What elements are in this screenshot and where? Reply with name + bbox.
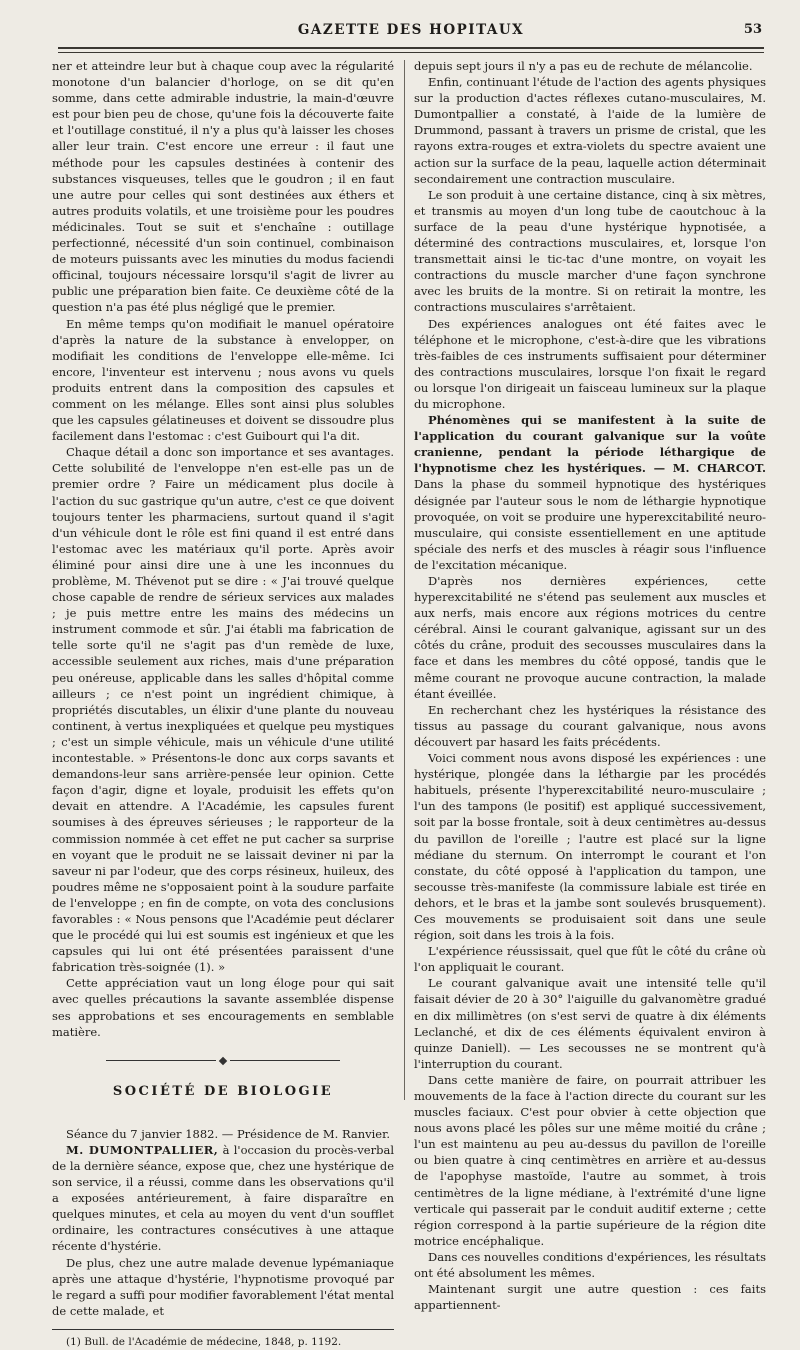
left-paragraph-1: ner et atteindre leur but à chaque coup avec la régularité monotone d'un balancier d'horloge, on se dit qu'en somme, dans cette admirable industrie, la main-d'œuvre est pour bien peu de chose, qu'une fois la découverte faite et l'outillage constitué, il n'y a plus qu'à laisser les choses aller leur train. C'est encore une erreur : il faut une méthode pour les capsules destinées à contenir des substances visqueuses, telles que le goudron ; il en faut une autre pour celles qui sont destinées aux éthers et autres produits volatils, et une troisième pour les poudres médicinales. Tout se suit et s'enchaîne : outillage perfectionné, nécessité d'un soin continuel, combinaison de moteurs puissants avec les minuties du modus faciendi officinal, toujours nécessaire lorsqu'il s'agit de livrer au public une préparation bien faite. Ce deuxième côté de la question n'a pas été plus négligé que le premier. xyxy=(52,59,394,315)
column-divider xyxy=(404,60,405,1100)
speaker-name: M. DUMONTPALLIER, xyxy=(66,1142,219,1157)
right-paragraph-7: En recherchant chez les hystériques la résistance des tissus au passage du courant galvanique, nous avons découvert par hasard les faits précédents. xyxy=(414,702,766,749)
right-paragraph-13: Maintenant surgit une autre question : ces faits appartiennent- xyxy=(414,1282,766,1313)
page-number: 53 xyxy=(743,22,762,37)
left-paragraph-3: Chaque détail a donc son importance et ses avantages. Cette solubilité de l'enveloppe n'en est-elle pas un de premier ordre ? Faire un médicament plus docile à l'action du suc gastrique qu'un autre, c'est ce que doivent toujours tenter les pharmaciens, surtout quand il s'agit d'un véhicule dont le rôle est fini quand il est entré dans l'estomac avec les matériaux qu'il porte. Après avoir éliminé pour ainsi dire une à une les inconnues du problème, M. Thévenot put se dire : « J'ai trouvé quelque chose capable de rendre de sérieux services aux malades ; je puis mettre entre les mains des médecins un instrument commode et sûr. J'ai établi ma fabrication de telle sorte qu'il ne s'agit pas d'un remède de luxe, accessible seulement aux riches, mais d'une préparation peu onéreuse, applicable dans les salles d'hôpital comme ailleurs ; ce n'est point un ingrédient chimique, à propriétés discutables, un élixir d'une plante du nouveau continent, à vertus inexpliquées et quelque peu mystiques ; c'est un simple véhicule, mais un véhicule d'une utilité incontestable. » Présentons-le donc aux corps savants et demandons-leur sans arrière-pensée leur opinion. Cette façon d'agir, digne et loyale, produisit les effets qu'on devait en attendre. A l'Académie, les capsules furent soumises à des épreuves sérieuses ; le rapporteur de la commission nommée à cet effet ne put cacher sa surprise en voyant que le produit ne se laissait deviner ni par la saveur ni par l'odeur, que des corps résineux, huileux, des poudres même ne s'opposaient point à la soudure parfaite de l'enveloppe ; en fin de compte, on vota des conclusions favorables : « Nous pensons que l'Académie peut déclarer que le procédé qui lui est soumis est ingénieux et que les capsules qui lui ont été présentées paraissent d'une fabrication très-soignée (1). » xyxy=(52,445,394,975)
footnote: (1) Bull. de l'Académie de médecine, 1848, p. 1192. xyxy=(66,1335,342,1348)
right-paragraph-1: depuis sept jours il n'y a pas eu de rechute de mélancolie. xyxy=(414,59,753,73)
right-paragraph-6: D'après nos dernières expériences, cette hyperexcitabilité ne s'étend pas seulement aux muscles et aux nerfs, mais encore aux régions motrices du centre cérébral. Ainsi le courant galvanique, agissant sur un des côtés du crâne, produit des secousses musculaires dans la face et dans les membres du côté opposé, tandis que le même courant ne provoque aucune contraction, la malade étant éveillée. xyxy=(414,574,766,701)
right-paragraph-5-text: Dans la phase du sommeil hypnotique des hystériques désignée par l'auteur sous le nom de léthargie hypnotique provoquée, on voit se produire une hyperexcitabilité neuro-musculaire, qui consiste essentiellement en une aptitude spéciale des nerfs et des muscles à réagir sous l'influence de l'excitation mécanique. xyxy=(414,477,766,572)
left-paragraph-6: De plus, chez une autre malade devenue lypémaniaque après une attaque d'hystérie, l'hypnotisme provoqué par le regard a suffi pour modifier favorablement l'état mental de cette malade, et xyxy=(52,1255,394,1318)
right-paragraph-4: Des expériences analogues ont été faites avec le téléphone et le microphone, c'est-à-dire que les vibrations très-faibles de ces instruments suffisaient pour déterminer des contractions musculaires, lorsque l'on fixait le regard ou lorsque l'on dirigeait un faisceau lumineux sur la plaque du microphone. xyxy=(414,316,766,411)
left-paragraph-5 xyxy=(52,1142,394,1255)
right-paragraph-11: Dans cette manière de faire, on pourrait attribuer les mouvements de la face à l'action directe du courant sur les muscles faciaux. C'est pour obvier à cette objection que nous avons placé les pôles sur une même moitié du crâne ; l'un est maintenu au peu au-dessus du pavillon de l'oreille ou bien quatre à cinq centimètres en arrière et au-dessus de l'apophyse mastoïde, l'autre au sommet, à trois centimètres de la ligne médiane, à l'extrémité d'une ligne verticale qui passerait par le conduit auditif externe ; cette région correspond à la partie supérieure de la région dite motrice encéphalique. xyxy=(414,1072,766,1248)
header-rule-thick xyxy=(58,47,764,49)
session-line: Séance du 7 janvier 1882. — Présidence de M. Ranvier. xyxy=(66,1126,390,1141)
left-paragraph-4: Cette appréciation vaut un long éloge pour qui sait avec quelles précautions la savante assemblée dispense ses approbations et ses encouragements en semblable matière. xyxy=(52,976,394,1039)
right-paragraph-10: Le courant galvanique avait une intensité telle qu'il faisait dévier de 20 à 30° l'aiguille du galvanomètre gradué en dix millimètres (on s'est servi de quatre à dix éléments Leclanché, et dix de ces éléments équivalent environ à quinze Daniell). — Les secousses ne se montrent qu'à l'interruption du courant. xyxy=(414,976,766,1071)
right-column xyxy=(414,58,766,1313)
footnote-rule xyxy=(52,1329,394,1330)
left-paragraph-2: En même temps qu'on modifiait le manuel opératoire d'après la nature de la substance à envelopper, on modifiait les conditions de l'enveloppe elle-même. Ici encore, l'inventeur est intervenu ; nous avons vu quels produits entrent dans la composition des capsules et comment on les mélange. Elles sont ainsi plus solubles que les capsules gélatineuses et doivent se dissoudre plus facilement dans l'estomac : c'est Guibourt qui l'a dit. xyxy=(52,316,394,444)
left-paragraph-5-text: à l'occasion du procès-verbal de la dernière séance, expose que, chez une hystérique de son service, il a réussi, comme dans les observations qu'il a exposées antérieurement, à faire disparaître en quelques minutes, et cela au moyen du vent d'un soufflet ordinaire, les contractures consécutives à une attaque récente d'hystérie. xyxy=(52,1142,395,1254)
right-paragraph-8: Voici comment nous avons disposé les expériences : une hystérique, plongée dans la léthargie par les procédés habituels, présente l'hyperexcitabilité neuro-musculaire ; l'un des tampons (le positif) est appliqué successivement, soit par la bosse frontale, soit à deux centimètres au-dessus du pavillon de l'oreille ; l'autre est placé sur la ligne médiane du sternum. On interrompt le courant et l'on constate, du côté opposé à l'application du tampon, une secousse très-manifeste (la commissure labiale est tirée en dehors, et le bras et la jambe sont soulevés brusquement). Ces mouvements se produisaient soit dans une seule région, soit dans les trois à la fois. xyxy=(414,751,766,943)
section-ornament xyxy=(52,1052,394,1060)
left-column xyxy=(52,58,394,1350)
right-paragraph-5 xyxy=(414,412,766,573)
right-paragraph-2: Enfin, continuant l'étude de l'action des agents physiques sur la production d'actes réflexes cutano-musculaires, M. Dumontpallier a constaté, à l'aide de la lumière de Drummond, passant à travers un prisme de cristal, que les rayons extra-rouges et extra-violets du spectre avaient une action sur la surface de la peau, laquelle action déterminait secondairement une contraction musculaire. xyxy=(414,75,766,186)
run-in-heading: Phénomènes qui se manifestent à la suite de l'application du courant galvanique sur la voûte cranienne, pendant la période léthargique de l'hypnotisme chez les hystériques. — M. CHARCOT. xyxy=(414,413,766,476)
right-paragraph-3: Le son produit à une certaine distance, cinq à six mètres, et transmis au moyen d'un long tube de caoutchouc à la surface de la peau d'une hystérique hypnotisée, a déterminé des contractions musculaires, et, lorsque l'on transmettait ainsi le tic-tac d'une montre, on voyait les contractions du muscle marcher d'une façon synchrone avec les bruits de la montre. Si on retirait la montre, les contractions musculaires s'arrêtaient. xyxy=(414,187,766,315)
section-title: SOCIÉTÉ DE BIOLOGIE xyxy=(112,1083,334,1099)
header-rule-thin xyxy=(58,52,764,53)
right-paragraph-9: L'expérience réussissait, quel que fût le côté du crâne où l'on appliquait le courant. xyxy=(414,944,766,975)
running-head xyxy=(60,22,762,40)
publication-title: GAZETTE DES HOPITAUX xyxy=(297,22,525,38)
right-paragraph-12: Dans ces nouvelles conditions d'expériences, les résultats ont été absolument les mêmes. xyxy=(414,1249,766,1281)
